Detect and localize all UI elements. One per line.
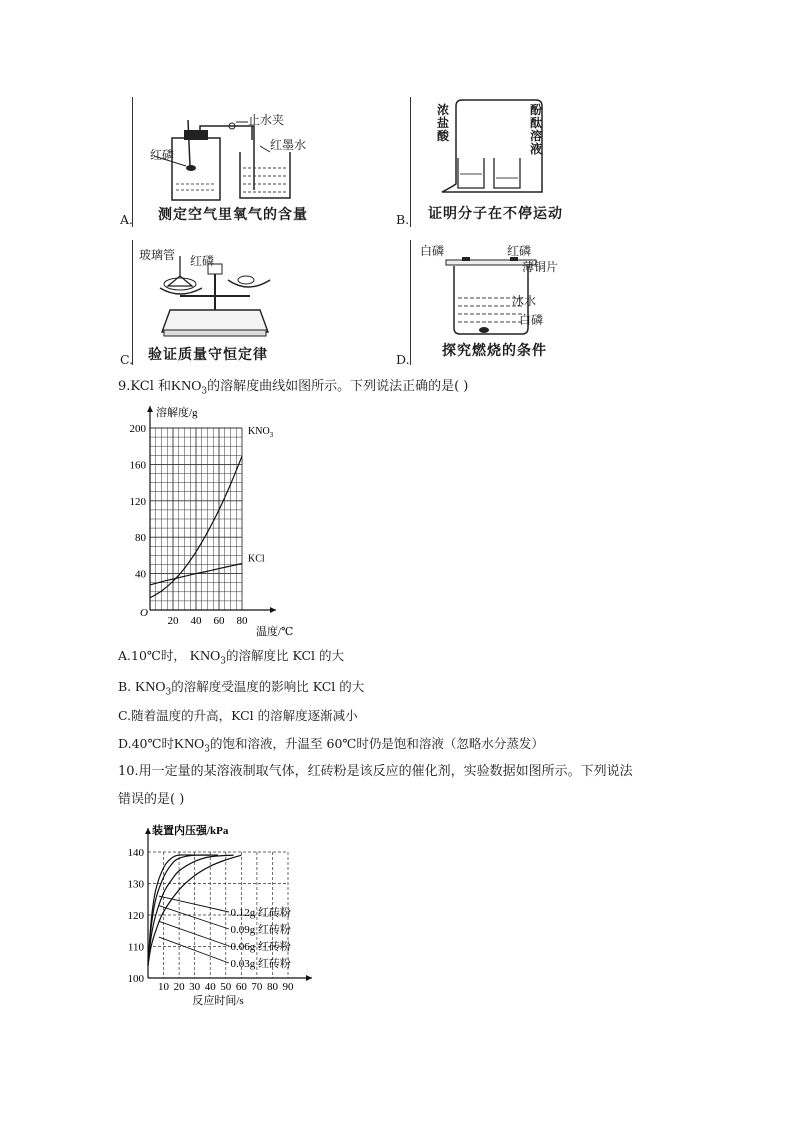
x-axis-label: 反应时间/s xyxy=(192,995,244,1007)
q9-stem-pre: 9.KCl 和 xyxy=(118,379,172,394)
x-tick-label: 80 xyxy=(236,615,248,627)
label-white-phosphorus-bottom: 白磷 xyxy=(519,313,544,327)
question-9-stem xyxy=(118,378,468,401)
y-axis-label: 装置内压强/kPa xyxy=(152,825,229,837)
q9-option-a-post: 的溶解度比 KCl 的大 xyxy=(225,648,344,663)
y-tick-label: 80 xyxy=(135,532,146,545)
y-tick-label: 110 xyxy=(127,941,144,954)
q9-stem-post: 的溶解度曲线如图所示。下列说法正确的是( ) xyxy=(207,379,469,394)
label-glass-tube: 玻璃管 xyxy=(139,248,176,262)
series-label: 0.03g 红砖粉 xyxy=(230,958,291,970)
series-line xyxy=(148,855,218,965)
x-tick-label: 70 xyxy=(251,981,263,993)
series-leader-line xyxy=(159,896,229,912)
x-tick-label: 90 xyxy=(282,981,294,993)
q9-option-a xyxy=(118,646,344,667)
label-red-ink: 红墨水 xyxy=(270,138,307,152)
x-tick-label: 10 xyxy=(158,981,170,993)
caption-a: 测定空气里氧气的含量 xyxy=(158,207,308,223)
option-letter-b: B. xyxy=(396,212,410,227)
series-label: 0.09g 红砖粉 xyxy=(230,924,291,936)
q9-option-a-pre: 10℃时， xyxy=(131,648,186,663)
q9-option-b xyxy=(118,677,364,698)
x-tick-label: 20 xyxy=(167,615,179,627)
figure-b-left-border xyxy=(410,97,411,227)
series-leader-line xyxy=(159,937,229,963)
x-tick-label: 50 xyxy=(220,981,232,993)
q9-option-c xyxy=(118,706,358,724)
origin-label: O xyxy=(140,607,148,619)
figure-c-apparatus xyxy=(150,250,280,340)
q9-option-d xyxy=(118,734,544,755)
y-tick-label: 40 xyxy=(135,568,146,581)
series-leader-line xyxy=(159,906,229,929)
figure-d-left-border xyxy=(410,240,411,365)
q9-option-a-formula: KNO xyxy=(189,649,221,664)
q9-option-a-sub: 3 xyxy=(220,656,226,667)
x-axis-label: 温度/℃ xyxy=(256,626,294,638)
y-tick-label: 200 xyxy=(129,423,146,435)
q9-option-c-letter: C. xyxy=(118,708,132,723)
q9-option-b-formula: KNO xyxy=(135,680,166,695)
label-ice-water: 冰水 xyxy=(512,294,537,308)
series-label: 0.12g 红砖粉 xyxy=(230,907,291,919)
caption-b: 证明分子在不停运动 xyxy=(428,206,563,222)
label-conc-hcl: 浓盐酸 xyxy=(437,103,450,143)
q9-option-b-letter: B. xyxy=(118,679,132,694)
x-axis-arrow xyxy=(306,975,312,981)
x-tick-label: 40 xyxy=(190,615,202,627)
label-copper-sheet: 薄铜片 xyxy=(522,260,559,274)
label-white-phosphorus-top: 白磷 xyxy=(420,244,445,258)
q9-option-d-pre: 40℃时 xyxy=(131,736,174,751)
series-leader-line xyxy=(159,921,229,946)
x-tick-label: 30 xyxy=(189,981,201,993)
q9-option-d-formula: KNO xyxy=(173,737,205,752)
x-tick-label: 20 xyxy=(173,981,185,993)
pressure-chart xyxy=(118,820,338,1010)
y-axis-label: 溶解度/g xyxy=(156,407,198,419)
solubility-chart xyxy=(118,400,308,638)
q9-option-d-letter: D. xyxy=(118,736,132,751)
x-axis-arrow xyxy=(270,607,276,613)
series-label: 0.06g 红砖粉 xyxy=(230,941,291,953)
x-tick-label: 40 xyxy=(204,981,216,993)
q9-option-b-post: 的溶解度受温度的影响比 KCl 的大 xyxy=(171,679,365,694)
label-red-phosphorus-c: 红磷 xyxy=(190,254,215,268)
label-red-phosphorus-d: 红磷 xyxy=(507,244,532,258)
y-tick-label: 160 xyxy=(129,459,146,472)
q9-option-a-letter: A. xyxy=(118,648,132,663)
q9-option-d-post: 的饱和溶液，升温至 60℃时仍是饱和溶液（忽略水分蒸发） xyxy=(210,736,544,751)
question-10-stem-line1: 10.用一定量的某溶液制取气体，红砖粉是该反应的催化剂，实验数据如图所示。下列说法 xyxy=(118,764,633,779)
series-label-kno3: $KNO_3$ xyxy=(248,426,274,439)
series-label-kcl: KCl xyxy=(248,553,265,565)
figure-a-left-border xyxy=(132,97,133,227)
q9-option-b-sub: 3 xyxy=(165,687,172,698)
figure-c-left-border xyxy=(132,240,133,365)
option-letter-a: A. xyxy=(120,212,134,227)
y-axis-arrow xyxy=(145,828,151,834)
x-tick-label: 80 xyxy=(266,981,278,993)
label-phenolphthalein: 酚酞溶液 xyxy=(530,103,543,156)
q9-option-c-pre: 随着温度的升高，KCl 的溶解度逐渐减小 xyxy=(131,708,358,723)
q9-option-d-sub: 3 xyxy=(204,744,211,755)
y-tick-label: 140 xyxy=(127,847,144,859)
x-tick-label: 60 xyxy=(213,615,225,627)
y-tick-label: 100 xyxy=(127,973,144,985)
y-tick-label: 120 xyxy=(127,910,144,922)
option-letter-d: D. xyxy=(396,352,410,367)
caption-d: 探究燃烧的条件 xyxy=(442,343,547,359)
label-clamp: 止水夹 xyxy=(248,113,285,127)
option-letter-c: C. xyxy=(120,352,134,367)
y-tick-label: 120 xyxy=(129,495,146,508)
y-tick-label: 130 xyxy=(127,878,144,891)
y-axis-arrow xyxy=(147,406,153,412)
q9-stem-sub: 3 xyxy=(201,386,208,397)
label-red-phosphorus-a: 红磷 xyxy=(150,148,175,162)
question-10-stem-line2: 错误的是( ) xyxy=(118,792,185,807)
caption-c: 验证质量守恒定律 xyxy=(148,347,268,363)
x-tick-label: 60 xyxy=(235,981,247,993)
q9-stem-formula: KNO xyxy=(171,379,202,394)
